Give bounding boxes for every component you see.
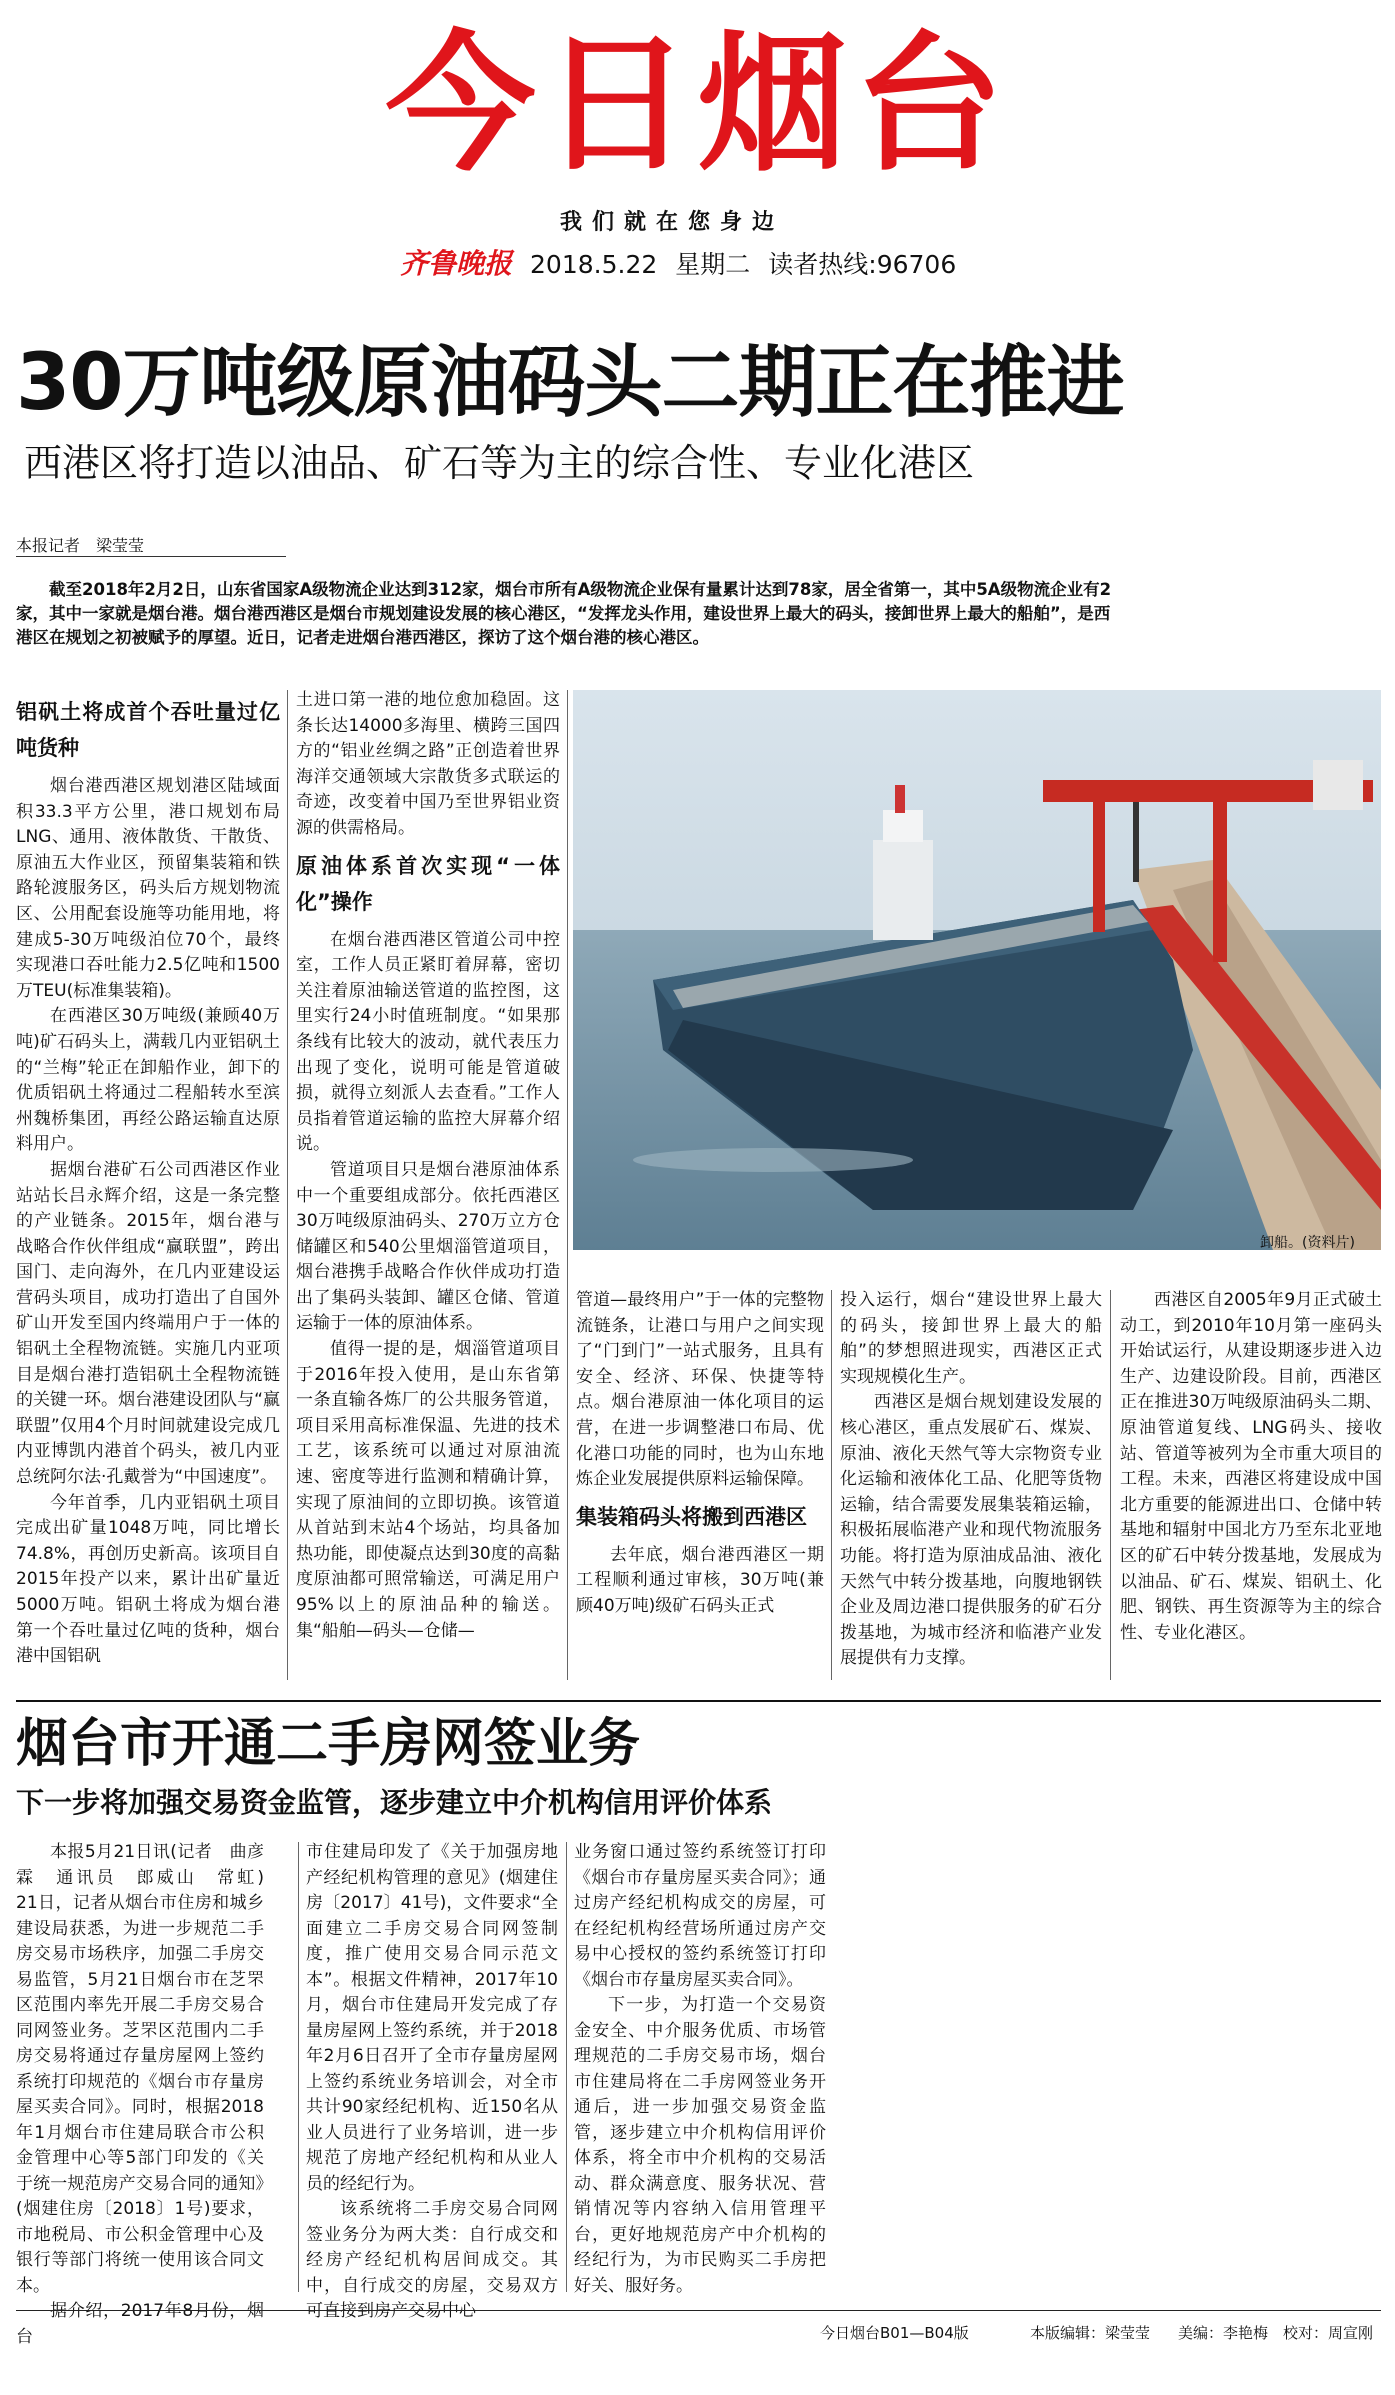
issue-date: 2018.5.22 [530,250,658,279]
paragraph: 据介绍，2017年8月份，烟台 [16,2301,264,2347]
paragraph: 西港区自2005年9月正式破土动工，到2010年10月第一座码头开始试运行，从建设期逐步进入边生产、边建设阶段。目前，西港区正在推进30万吨级原油码头二期、原油管道复线、LNG码头、接收站、管道等被列为全市重大项目的工程。未来，西港区将建设成中国北方重要的能源进出口、仓储中转基地和辐射中国北方乃至东北亚地区的矿石中转分拨基地，发展成为以油品、矿石、煤炭、铝矾土、化肥、钢铁、再生资源等为主的综合性、专业化港区。 [1120,1290,1382,1643]
hotline-label: 读者热线: [768,250,877,279]
article1-column-5 [1120,1288,1382,1646]
article1-column-2 [296,688,560,1644]
paragraph: 管道—最终用户”于一体的完整物流链条，让港口与用户之间实现了“门到门”一站式服务，且具有安全、经济、环保、快捷等特点。烟台港原油一体化项目的运营，在进一步调整港口布局、优化港口功能的同时，也为山东地炼企业发展提供原料运输保障。 [576,1290,824,1490]
footer-rule [16,2310,1381,2311]
masthead-meta [400,242,956,282]
article2-headline: 烟台市开通二手房网签业务 [16,1714,641,1774]
article1-column-4 [840,1288,1102,1672]
paragraph: 据烟台港矿石公司西港区作业站站长吕永辉介绍，这是一条完整的产业链条。2015年，烟台港与战略合作伙伴组成“赢联盟”，跨出国门、走向海外，在几内亚建设运营码头项目，成功打造出了自国外矿山开发至国内终端用户于一体的铝矾土全程物流链。实施几内亚项目是烟台港打造铝矾土全程物流链的关键一环。烟台港建设团队与“赢联盟”仅用4个月时间就建设完成几内亚博凯内港首个码头，被几内亚总统阿尔法·孔戴誉为“中国速度”。 [16,1159,280,1488]
paragraph: 业务窗口通过签约系统签订打印《烟台市存量房屋买卖合同》；通过房产经纪机构成交的房屋，可在经纪机构经营场所通过房产交易中心授权的签约系统签订打印《烟台市存量房屋买卖合同》。 [574,1842,826,1990]
port-ship-photo [573,690,1381,1250]
column-divider [1110,1290,1111,1680]
article1-headline: 30万吨级原油码头二期正在推进 [16,338,1124,428]
article1-byline: 本报记者 梁莹莹 [16,536,145,555]
paragraph: 在西港区30万吨级(兼顾40万吨)矿石码头上，满载几内亚铝矾土的“兰梅”轮正在卸船作业，卸下的优质铝矾土将通过二程船转水至滨州魏桥集团，再经公路运输直达原料用户。 [16,1006,280,1155]
section-heading-crude-oil: 原油体系首次实现“一体化”操作 [296,853,560,914]
issue-weekday: 星期二 [675,250,751,279]
paragraph: 下一步，为打造一个交易资金安全、中介服务优质、市场管理规范的二手房交易市场，烟台市住建局将在二手房网签业务开通后，进一步加强交易资金监管，逐步建立中介机构信用评价体系，将全市中介机构的交易活动、群众满意度、服务状况、营销情况等内容纳入信用管理平台，更好地规范房产中介机构的经纪行为，为市民购买二手房把好关、服好务。 [574,1995,826,2296]
paragraph: 烟台港西港区规划港区陆域面积33.3平方公里，港口规划布局LNG、通用、液体散货、干散货、原油五大作业区，预留集装箱和铁路轮渡服务区，码头后方规划物流区、公用配套设施等功能用地，将建成5-30万吨级泊位70个，最终实现港口吞吐能力2.5亿吨和1500万TEU(标准集装箱)。 [16,776,280,1001]
article-separator [16,1700,1381,1702]
column-divider [831,1290,832,1680]
paragraph: 西港区是烟台规划建设发展的核心港区，重点发展矿石、煤炭、原油、液化天然气等大宗物资专业化运输和液体化工品、化肥等货物运输，结合需要发展集装箱运输，积极拓展临港产业和现代物流服务功能。将打造为原油成品油、液化天然气中转分拨基地，向腹地钢铁企业及周边港口提供服务的矿石分拨基地，为城市经济和临港产业发展提供有力支撑。 [840,1392,1102,1669]
section-heading-container: 集装箱码头将搬到西港区 [576,1504,807,1529]
article1-column-3 [576,1288,824,1620]
footer-editor: 本版编辑：梁莹莹 [1030,2324,1151,2342]
footer-edition: 今日烟台B01—B04版 [820,2324,969,2342]
article2-column-1 [16,1840,281,2350]
column-divider [298,1842,299,2292]
paragraph: 本报5月21日讯(记者 曲彦霖 通讯员 郎威山 常虹) 21日，记者从烟台市住房和城乡建设局获悉，为进一步规范二手房交易市场秩序，加强二手房交易监管，5月21日烟台市在芝罘区范围内率先开展二手房交易合同网签业务。芝罘区范围内二手房交易将通过存量房屋网上签约系统打印规范的《烟台市存量房屋买卖合同》。同时，根据2018年1月烟台市住建局联合市公积金管理中心等5部门印发的《关于统一规范房产交易合同的通知》(烟建住房〔2018〕1号)要求，市地税局、市公积金管理中心及银行等部门将统一使用该合同文本。 [16,1842,281,2296]
article1-lead: 截至2018年2月2日，山东省国家A级物流企业达到312家，烟台市所有A级物流企业保有量累计达到78家，居全省第一，其中5A级物流企业有2家，其中一家就是烟台港。烟台港西港区是烟台市规划建设发展的核心港区，“发挥龙头作用，建设世界上最大的码头，接卸世界上最大的船舶”，是西港区在规划之初被赋予的厚望。近日，记者走进烟台港西港区，探访了这个烟台港的核心港区。 [16,580,1112,647]
column-divider [567,690,568,1680]
paragraph: 去年底，烟台港西港区一期工程顺利通过审核，30万吨(兼顾40万吨)级矿石码头正式 [576,1544,824,1616]
column-divider [566,1842,567,2292]
column-divider [287,690,288,1680]
article2-column-3 [574,1840,826,2299]
section-heading-bauxite: 铝矾土将成首个吞吐量过亿吨货种 [16,700,280,760]
article2-subhead: 下一步将加强交易资金监管，逐步建立中介机构信用评价体系 [16,1786,773,1819]
paragraph: 在烟台港西港区管道公司中控室，工作人员正紧盯着屏幕，密切关注着原油输送管道的监控图，这里实行24小时值班制度。“如果那条线有比较大的波动，就代表压力出现了变化，说明可能是管道破损，就得立刻派人去查看。”工作人员指着管道运输的监控大屏幕介绍说。 [296,929,560,1155]
masthead-slogan: 我们就在您身边 [560,210,785,235]
newspaper-logo: 齐鲁晚报 [400,247,513,280]
footer-proofreader: 校对：周宣刚 [1283,2324,1374,2342]
photo-caption: 卸船。(资料片) [1260,1235,1355,1251]
ship-unloading-image [573,690,1381,1250]
masthead-title: 今日烟台 [385,18,1010,192]
paragraph: 今年首季，几内亚铝矾土项目完成出矿量1048万吨，同比增长74.8%，再创历史新高。该项目自2015年投产以来，累计出矿量近5000万吨。铝矾土将成为烟台港第一个吞吐量过亿吨的货种，烟台港中国铝矾 [16,1492,280,1667]
footer-art-editor: 美编：李艳梅 [1178,2324,1269,2342]
article1-column-1 [16,688,280,1670]
byline-divider [16,556,286,557]
paragraph: 值得一提的是，烟淄管道项目于2016年投入使用，是山东省第一条直输各炼厂的公共服务管道，项目采用高标准保温、先进的技术工艺，该系统可以通过对原油流速、密度等进行监测和精确计算，实现了原油间的立即切换。该管道从首站到末站4个场站，均具备加热功能，即使凝点达到30度的高黏度原油都可照常输送，可满足用户95%以上的原油品种的输送。集“船舶—码头—仓储— [296,1339,560,1641]
paragraph: 管道项目只是烟台港原油体系中一个重要组成部分。依托西港区30万吨级原油码头、270万立方仓储罐区和540公里烟淄管道项目，烟台港携手战略合作伙伴成功打造出了集码头装卸、罐区仓储、管道运输于一体的原油体系。 [296,1159,560,1334]
article1-subhead: 西港区将打造以油品、矿石等为主的综合性、专业化港区 [24,441,975,485]
paragraph: 土进口第一港的地位愈加稳固。这条长达14000多海里、横跨三国四方的“铝业丝绸之路”正创造着世界海洋交通领域大宗散货多式联运的奇迹，改变着中国乃至世界铝业资源的供需格局。 [296,690,560,838]
paragraph: 投入运行，烟台“建设世界上最大的码头，接卸世界上最大的船舶”的梦想照进现实，西港区正式实现规模化生产。 [840,1290,1102,1387]
paragraph: 该系统将二手房交易合同网签业务分为两大类：自行成交和经房产经纪机构居间成交。其中，自行成交的房屋，交易双方可直接到房产交易中心 [306,2199,558,2321]
article2-column-2 [306,1840,558,2325]
hotline-number: 96706 [876,250,957,279]
paragraph: 市住建局印发了《关于加强房地产经纪机构管理的意见》(烟建住房〔2017〕41号)，文件要求“全面建立二手房交易合同网签制度，推广使用交易合同示范文本”。根据文件精神，2017年10月，烟台市住建局开发完成了存量房屋网上签约系统，并于2018年2月6日召开了全市存量房屋网上签约系统业务培训会，对全市共计90家经纪机构、近150名从业人员进行了业务培训，进一步规范了房地产经纪机构和从业人员的经纪行为。 [306,1842,558,2194]
